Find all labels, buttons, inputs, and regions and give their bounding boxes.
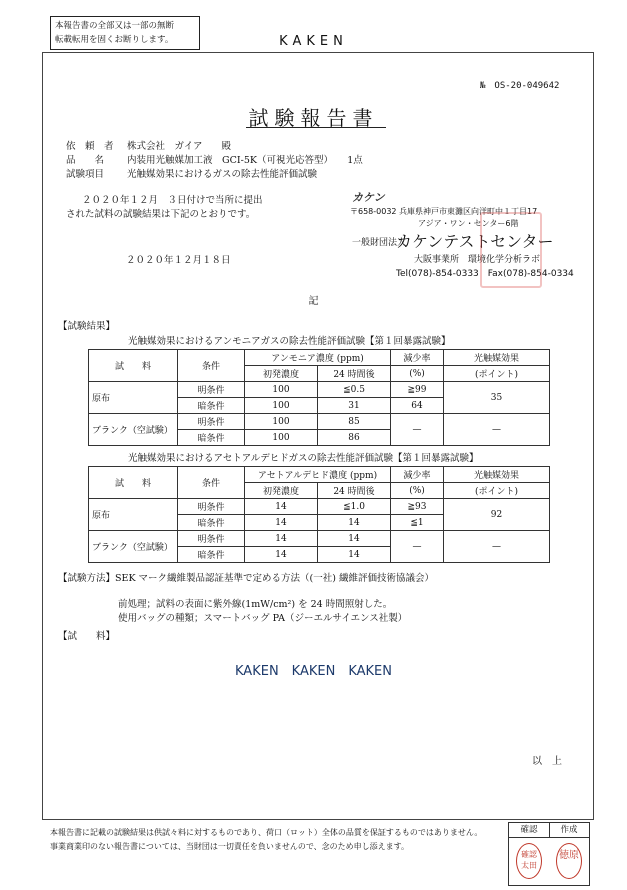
sample-heading: 【試 料】 [58, 631, 116, 642]
create-seal: 徳原 [556, 843, 582, 879]
cell-condition: 暗条件 [178, 515, 245, 531]
cell-condition: 明条件 [178, 531, 245, 547]
official-seal [480, 212, 542, 288]
table-row [89, 531, 550, 547]
cell-after: 86 [318, 430, 391, 446]
method-line: 【試験方法】SEK マーク繊維製品認証基準で定める方法（(一社) 繊維評価技術協議会） [58, 573, 434, 584]
header-initial: 初発濃度 [245, 483, 318, 499]
header-effect-unit: (ポイント) [444, 366, 550, 382]
header-rate: 減少率 [391, 467, 444, 483]
test-item-label: 試験項目 [66, 169, 105, 180]
product-row [66, 154, 363, 168]
closing-mark: 以上 [532, 756, 572, 767]
cell-after: 14 [318, 515, 391, 531]
cell-rate: ≧93 [391, 499, 444, 515]
cell-initial: 14 [245, 531, 318, 547]
cell-condition: 暗条件 [178, 547, 245, 563]
header-rate: 減少率 [391, 350, 444, 366]
create-label: 作成 [549, 823, 589, 838]
cell-sample: ブランク（空試験） [89, 531, 178, 563]
header-sample: 試 料 [89, 467, 178, 499]
notice-line-2: 転載転用を固くお断りします。 [55, 35, 174, 45]
footer-note [50, 826, 482, 854]
test-item-row [66, 168, 317, 182]
cell-rate: ≦1 [391, 515, 444, 531]
test-item-value: 光触媒効果におけるガスの除去性能評価試験 [127, 169, 318, 180]
header-rate-unit: (%) [391, 366, 444, 382]
brand-header: KAKEN [279, 34, 348, 49]
product-value: 内装用光触媒加工液 GCI-5K（可視光応答型） 1点 [127, 155, 363, 166]
title-underline [246, 127, 386, 128]
client-value: 株式会社 ガイア 殿 [127, 141, 231, 152]
client-row [66, 140, 231, 154]
notice-line-1: 本報告書の全部又は一部の無断 [55, 21, 175, 31]
table-header-row [89, 467, 550, 483]
acetaldehyde-results-table [88, 466, 550, 563]
org-tel: Tel(078)-854-0333 Fax(078)-854-0334 [396, 269, 574, 279]
page-title: 試験報告書 [248, 106, 379, 130]
org-foundation: 一般財団法人 [352, 238, 407, 248]
cell-sample: 原布 [89, 499, 178, 531]
org-address-2: アジア・ワン・センター6階 [418, 219, 519, 228]
cell-initial: 100 [245, 414, 318, 430]
method-bag: 使用バッグの種類；スマートバッグ PA（ジーエルサイエンス社製） [118, 613, 408, 624]
results-heading: 【試験結果】 [58, 321, 116, 332]
org-office: 大阪事業所 環境化学分析ラボ [414, 255, 541, 265]
cell-initial: 100 [245, 398, 318, 414]
table-row [89, 382, 550, 398]
header-concentration: アンモニア濃度 (ppm) [245, 350, 391, 366]
cell-rate: ≧99 [391, 382, 444, 398]
table-row [89, 499, 550, 515]
header-rate-unit: (%) [391, 483, 444, 499]
cell-initial: 14 [245, 499, 318, 515]
header-sample: 試 料 [89, 350, 178, 382]
footer-line-2: 事業商業印のない報告書については、当財団は一切責任を負いませんので、念のため申し添えます。 [50, 842, 410, 851]
cell-rate: 64 [391, 398, 444, 414]
footer-line-1: 本報告書に記載の試験結果は供試々料に対するものであり、荷口（ロット）全体の品質を保証するものではありません。 [50, 828, 483, 837]
cell-condition: 明条件 [178, 382, 245, 398]
header-24h: 24 時間後 [318, 366, 391, 382]
cell-after: 14 [318, 547, 391, 563]
table1-caption: 光触媒効果におけるアンモニアガスの除去性能評価試験【第１回暴露試験】 [128, 336, 451, 347]
org-logo: カケン [352, 191, 385, 204]
cell-initial: 14 [245, 547, 318, 563]
header-concentration: アセトアルデヒド濃度 (ppm) [245, 467, 391, 483]
cell-effect: 35 [444, 382, 550, 414]
document-number: № OS-20-049642 [480, 81, 560, 91]
org-name: カケンテストセンター [396, 232, 554, 251]
header-initial: 初発濃度 [245, 366, 318, 382]
cell-after: 31 [318, 398, 391, 414]
org-address-1: 〒658-0032 兵庫県神戸市東灘区向洋町中１丁目17 [350, 207, 538, 216]
intro-line-2: された試料の試験結果は下記のとおりです。 [66, 209, 256, 220]
header-effect-unit: (ポイント) [444, 483, 550, 499]
cell-after: 14 [318, 531, 391, 547]
header-effect: 光触媒効果 [444, 350, 550, 366]
cell-rate: — [391, 414, 444, 446]
cell-condition: 明条件 [178, 499, 245, 515]
cell-after: ≦0.5 [318, 382, 391, 398]
cell-after: ≦1.0 [318, 499, 391, 515]
sample-kaken-marks: KAKEN KAKEN KAKEN [235, 664, 392, 679]
cell-condition: 暗条件 [178, 398, 245, 414]
cell-condition: 暗条件 [178, 430, 245, 446]
header-condition: 条件 [178, 350, 245, 382]
table2-caption: 光触媒効果におけるアセトアルデヒドガスの除去性能評価試験【第１回暴露試験】 [128, 453, 479, 464]
approval-stamps [508, 822, 590, 886]
cell-sample: ブランク（空試験） [89, 414, 178, 446]
cell-sample: 原布 [89, 382, 178, 414]
cell-effect: — [444, 414, 550, 446]
table-header-row [89, 350, 550, 366]
header-24h: 24 時間後 [318, 483, 391, 499]
header-effect: 光触媒効果 [444, 467, 550, 483]
ammonia-results-table [88, 349, 550, 446]
product-label: 品 名 [66, 155, 105, 166]
cell-effect: — [444, 531, 550, 563]
cell-initial: 100 [245, 382, 318, 398]
ki-marker: 記 [308, 296, 319, 307]
intro-line-1: ２０２０年１２月 ３日付けで当所に提出 [82, 195, 263, 206]
cell-condition: 明条件 [178, 414, 245, 430]
cell-after: 85 [318, 414, 391, 430]
report-date: ２０２０年１２月１８日 [126, 255, 231, 266]
cell-effect: 92 [444, 499, 550, 531]
confirm-label: 確認 [509, 823, 550, 838]
client-label: 依 頼 者 [66, 141, 114, 152]
header-condition: 条件 [178, 467, 245, 499]
cell-initial: 100 [245, 430, 318, 446]
confirm-seal: 確認 太田 [516, 843, 542, 879]
table-row [89, 414, 550, 430]
cell-initial: 14 [245, 515, 318, 531]
cell-rate: — [391, 531, 444, 563]
method-pretreatment: 前処理；試料の表面に紫外線(1mW/cm²) を 24 時間照射した。 [118, 599, 393, 610]
